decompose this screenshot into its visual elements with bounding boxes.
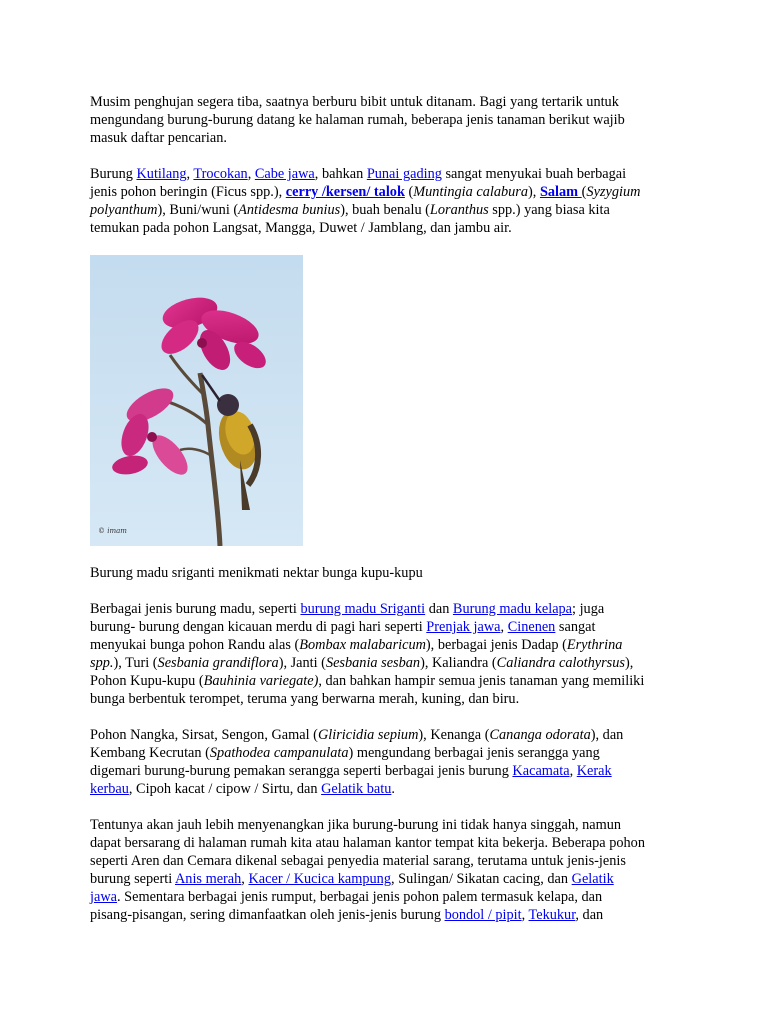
paragraph-fruit-plants bbox=[90, 165, 680, 237]
species-name: Spathodea campanulata bbox=[209, 745, 349, 761]
text: , dan bahkan hampir semua jenis tanaman yang memiliki bbox=[318, 673, 645, 689]
text: menyukai bunga pohon Randu alas ( bbox=[90, 637, 300, 653]
text: burung- burung dengan kicauan merdu di pagi hari seperti bbox=[90, 619, 427, 635]
text-line: masuk daftar pencarian. bbox=[90, 130, 227, 146]
species-name: Syzygium bbox=[586, 184, 641, 200]
text-line bbox=[90, 636, 680, 654]
bird-flower-photo bbox=[90, 255, 303, 546]
text: , bbox=[569, 763, 577, 779]
text: ), dan bbox=[590, 727, 624, 743]
species-name: Muntingia calabura bbox=[413, 184, 529, 200]
text: Pohon Nangka, Sirsat, Sengon, Gamal ( bbox=[90, 727, 318, 743]
species-name: spp. bbox=[90, 655, 114, 671]
text-line: Tentunya akan jauh lebih menyenangkan jika burung-burung ini tidak hanya singgah, namun bbox=[90, 817, 622, 833]
link-kerak-kerbau[interactable]: kerbau bbox=[90, 781, 129, 797]
text-line bbox=[90, 780, 680, 798]
link-anis-merah[interactable]: Anis merah bbox=[174, 871, 242, 887]
link-punai-gading[interactable]: Punai gading bbox=[366, 166, 442, 182]
article-body bbox=[90, 93, 680, 942]
link-kacer-kucica[interactable]: Kacer / Kucica kampung bbox=[248, 871, 391, 887]
photo-illustration bbox=[90, 255, 303, 546]
link-kerak-kerbau[interactable]: Kerak bbox=[576, 763, 612, 779]
species-name: Sesbania grandiflora bbox=[157, 655, 279, 671]
text-line bbox=[90, 618, 680, 636]
text: ), Buni/wuni ( bbox=[157, 202, 239, 218]
text: , bbox=[247, 166, 255, 182]
text: Berbagai jenis burung madu, seperti bbox=[90, 601, 301, 617]
text: Pohon Kupu-kupu ( bbox=[90, 673, 204, 689]
paragraph-insect-plants bbox=[90, 726, 680, 798]
text: ; juga bbox=[572, 601, 605, 617]
paragraph-intro bbox=[90, 93, 680, 147]
link-kacamata[interactable]: Kacamata bbox=[512, 763, 570, 779]
text: digemari burung-burung pemakan serangga seperti berbagai jenis burung bbox=[90, 763, 513, 779]
link-gelatik-jawa[interactable]: jawa bbox=[90, 889, 117, 905]
text: , bbox=[241, 871, 249, 887]
link-burung-madu-sriganti[interactable]: burung madu Sriganti bbox=[300, 601, 426, 617]
link-trocokan[interactable]: Trocokan bbox=[193, 166, 248, 182]
link-gelatik-jawa[interactable]: Gelatik bbox=[571, 871, 614, 887]
text: ), Janti ( bbox=[278, 655, 326, 671]
text: ), Kaliandra ( bbox=[420, 655, 497, 671]
link-cinenen[interactable]: Cinenen bbox=[507, 619, 556, 635]
species-name: Caliandra calothyrsus bbox=[496, 655, 625, 671]
text: spp.) yang biasa kita bbox=[488, 202, 610, 218]
text: ), Turi ( bbox=[113, 655, 158, 671]
link-tekukur[interactable]: Tekukur bbox=[528, 907, 576, 923]
text: ) mengundang berbagai jenis serangga yang bbox=[348, 745, 600, 761]
species-name: Cananga odorata bbox=[489, 727, 591, 743]
text: sangat menyukai buah berbagai bbox=[441, 166, 627, 182]
text-line: bunga berbentuk terompet, teruma yang berwarna merah, kuning, dan biru. bbox=[90, 691, 520, 707]
species-name: Antidesma bunius bbox=[238, 202, 341, 218]
link-cabe-jawa[interactable]: Cabe jawa bbox=[254, 166, 315, 182]
link-bondol-pipit[interactable]: bondol / pipit bbox=[444, 907, 522, 923]
text: , bbox=[521, 907, 529, 923]
text-line bbox=[90, 726, 680, 744]
text-line bbox=[90, 870, 680, 888]
text-line: dapat bersarang di halaman rumah kita atau halaman kantor tempat kita bekerja. Beberapa pohon bbox=[90, 835, 645, 851]
text: ), Kenanga ( bbox=[418, 727, 490, 743]
text: burung seperti bbox=[90, 871, 175, 887]
photo-watermark: © imam bbox=[98, 527, 127, 535]
text: . Sementara berbagai jenis rumput, berbagai jenis pohon palem termasuk kelapa, dan bbox=[117, 889, 603, 905]
text: Burung bbox=[90, 166, 137, 182]
text: . bbox=[391, 781, 395, 797]
text-line bbox=[90, 600, 680, 618]
link-salam[interactable]: Salam bbox=[539, 184, 582, 200]
text-line bbox=[90, 888, 680, 906]
species-name: Sesbania sesban bbox=[325, 655, 421, 671]
text: , bbox=[500, 619, 508, 635]
text: Kembang Kecrutan ( bbox=[90, 745, 210, 761]
text: dan bbox=[425, 601, 453, 617]
species-name: Bauhinia variegate) bbox=[203, 673, 319, 689]
text-line bbox=[90, 672, 680, 690]
link-gelatik-batu[interactable]: Gelatik batu bbox=[321, 781, 392, 797]
link-kutilang[interactable]: Kutilang bbox=[136, 166, 187, 182]
paragraph-nectar-plants bbox=[90, 600, 680, 708]
species-name: Gliricidia sepium bbox=[317, 727, 419, 743]
text: ( bbox=[581, 184, 587, 200]
text: pisang-pisangan, sering dimanfaatkan oleh jenis-jenis burung bbox=[90, 907, 445, 923]
text-line: temukan pada pohon Langsat, Mangga, Duwet / Jamblang, dan jambu air. bbox=[90, 220, 512, 236]
text-line bbox=[90, 744, 680, 762]
text: jenis pohon beringin (Ficus spp.), bbox=[90, 184, 286, 200]
photo-caption: Burung madu sriganti menikmati nektar bunga kupu-kupu bbox=[90, 565, 423, 581]
text-line: Musim penghujan segera tiba, saatnya berburu bibit untuk ditanam. Bagi yang tertarik untuk bbox=[90, 94, 619, 110]
species-name: Bombax malabaricum bbox=[299, 637, 426, 653]
link-cerry[interactable]: cerry /kersen/ talok bbox=[285, 184, 405, 200]
link-prenjak-jawa[interactable]: Prenjak jawa bbox=[426, 619, 501, 635]
text: ( bbox=[404, 184, 414, 200]
text-line bbox=[90, 762, 680, 780]
text-line bbox=[90, 654, 680, 672]
text: ), buah benalu ( bbox=[340, 202, 430, 218]
text: sangat bbox=[555, 619, 596, 635]
species-name: Erythrina bbox=[566, 637, 623, 653]
paragraph-nesting-plants bbox=[90, 816, 680, 924]
text: , bahkan bbox=[314, 166, 367, 182]
species-name: Loranthus bbox=[429, 202, 489, 218]
text-line: mengundang burung-burung datang ke halaman rumah, beberapa jenis tanaman berikut wajib bbox=[90, 112, 625, 128]
text: ), berbagai jenis Dadap ( bbox=[425, 637, 567, 653]
text: , bbox=[186, 166, 194, 182]
text: , dan bbox=[575, 907, 604, 923]
text-line: seperti Aren dan Cemara dikenal sebagai penyedia material sarang, terutama untuk jenis-jenis bbox=[90, 853, 626, 869]
text-line bbox=[90, 183, 680, 201]
text: ), bbox=[624, 655, 634, 671]
text-line bbox=[90, 906, 680, 924]
species-name: polyanthum bbox=[90, 202, 158, 218]
text: ), bbox=[528, 184, 540, 200]
link-burung-madu-kelapa[interactable]: Burung madu kelapa bbox=[452, 601, 573, 617]
text-line bbox=[90, 201, 680, 219]
text: , Sulingan/ Sikatan cacing, dan bbox=[390, 871, 572, 887]
text-line bbox=[90, 165, 680, 183]
text: , Cipoh kacat / cipow / Sirtu, dan bbox=[128, 781, 322, 797]
